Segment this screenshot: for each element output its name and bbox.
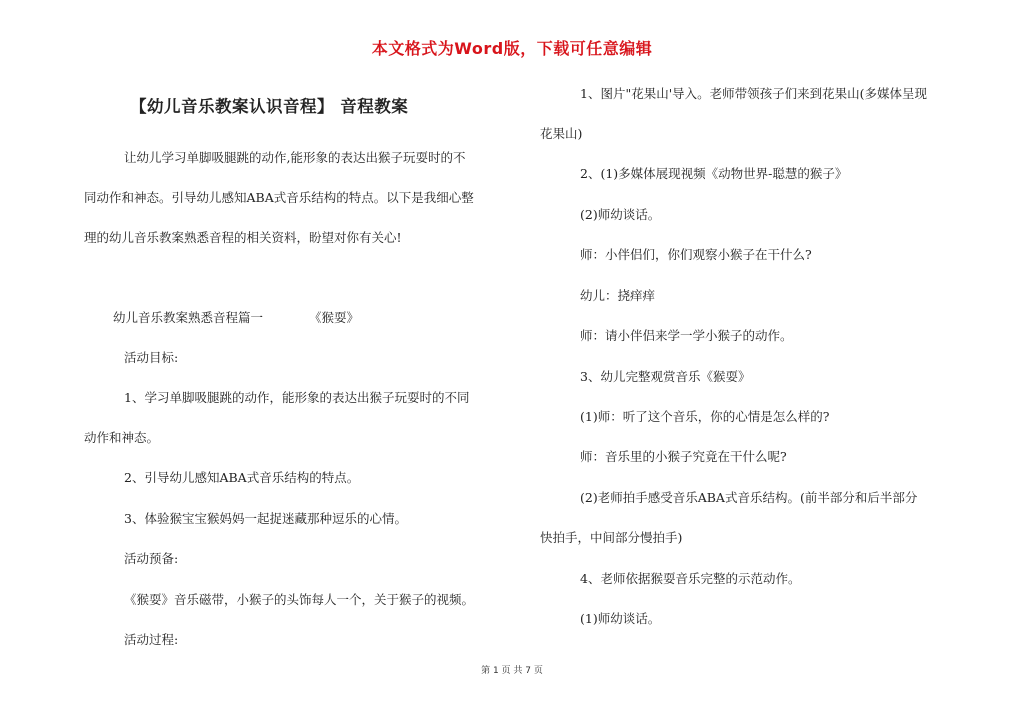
- body-line: 活动目标:: [124, 350, 179, 365]
- body-line: 2、(1)多媒体展现视频《动物世界-聪慧的猴子》: [580, 166, 848, 181]
- section-heading: [113, 310, 359, 326]
- body-line: 花果山): [540, 126, 583, 141]
- body-line: 活动预备:: [124, 551, 179, 566]
- edit-banner: 本文格式为Word版，下载可任意编辑: [371, 39, 653, 58]
- body-line: (1)师：听了这个音乐，你的心情是怎么样的?: [580, 409, 830, 424]
- body-line: 3、幼儿完整观赏音乐《猴耍》: [580, 369, 751, 384]
- body-line: 1、图片"花果山'导入。老师带领孩子们来到花果山(多媒体呈现: [580, 86, 928, 101]
- body-line: 3、体验猴宝宝猴妈妈一起捉迷藏那种逗乐的心情。: [124, 511, 407, 526]
- section-heading-song: 《猴耍》: [309, 310, 360, 325]
- body-line: 动作和神态。: [84, 430, 160, 445]
- body-line: 2、引导幼儿感知ABA式音乐结构的特点。: [124, 470, 360, 485]
- document-title: 【幼儿音乐教案认识音程】 音程教案: [130, 97, 409, 116]
- body-line: 《猴耍》音乐磁带，小猴子的头饰每人一个，关于猴子的视频。: [124, 592, 475, 607]
- body-line: (1)师幼谈话。: [580, 611, 661, 626]
- body-line: (2)老师拍手感受音乐ABA式音乐结构。(前半部分和后半部分: [580, 490, 918, 505]
- intro-line: 理的幼儿音乐教案熟悉音程的相关资料，盼望对你有关心!: [84, 230, 402, 245]
- body-line: 快拍手，中间部分慢拍手): [540, 530, 683, 545]
- section-heading-label: 幼儿音乐教案熟悉音程篇一: [113, 310, 264, 325]
- body-line: (2)师幼谈话。: [580, 207, 661, 222]
- intro-line: 同动作和神态。引导幼儿感知ABA式音乐结构的特点。以下是我细心整: [84, 190, 474, 205]
- page-number: 第 1 页 共 7 页: [481, 666, 543, 676]
- body-line: 4、老师依据猴耍音乐完整的示范动作。: [580, 571, 801, 586]
- body-line: 1、学习单脚吸腿跳的动作，能形象的表达出猴子玩耍时的不同: [124, 390, 470, 405]
- intro-line: 让幼儿学习单脚吸腿跳的动作,能形象的表达出猴子玩耍时的不: [124, 150, 466, 165]
- body-line: 活动过程:: [124, 632, 179, 647]
- body-line: 师：小伴侣们，你们观察小猴子在干什么?: [580, 247, 812, 262]
- body-line: 幼儿：挠痒痒: [580, 288, 656, 303]
- body-line: 师：请小伴侣来学一学小猴子的动作。: [580, 328, 793, 343]
- body-line: 师：音乐里的小猴子究竟在干什么呢?: [580, 449, 787, 464]
